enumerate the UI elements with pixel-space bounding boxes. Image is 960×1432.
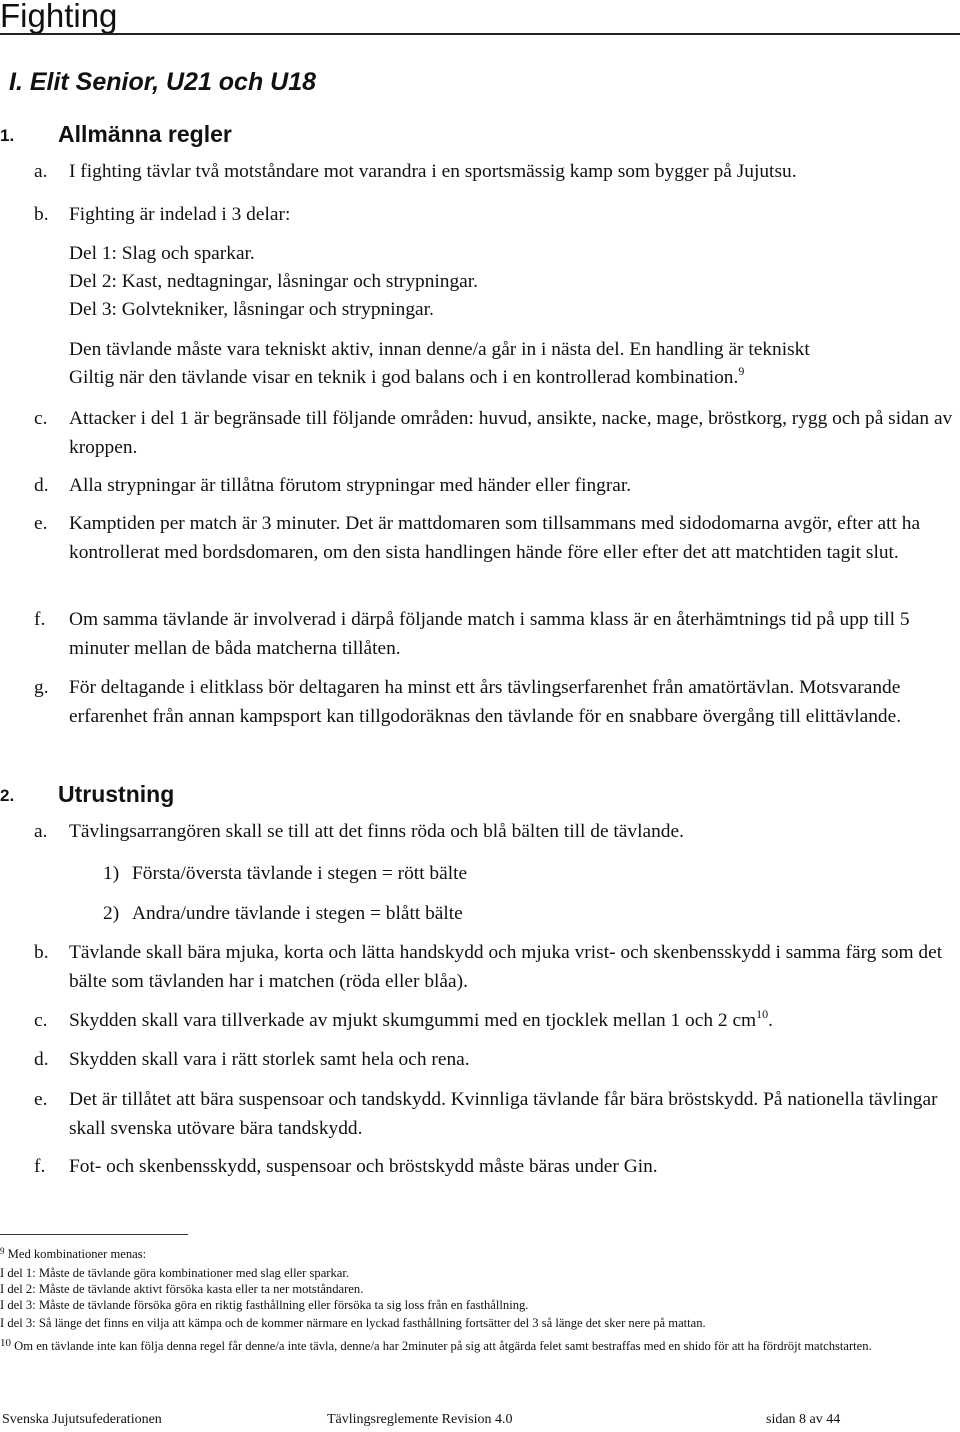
rule-1b-paragraph-1: [69, 336, 810, 365]
rule-text: Om samma tävlande är involverad i därpå följande match i samma klass är en återhämtnings tid på upp till 5 minuter mellan de båda matcherna tillåten.: [69, 609, 910, 659]
footnote-9-line-4: I del 3: Så länge det finns en vilja att kämpa och de kommer närmare en lyckad fasthållning fortsätter del 3 så länge det sker nere på mattan.: [0, 1316, 706, 1330]
part-2-line: Del 2: Kast, nedtagningar, låsningar och strypningar.: [69, 271, 479, 292]
rule-letter: e.: [34, 1089, 48, 1110]
list-text: Andra/undre tävlande i stegen = blått bälte: [132, 903, 463, 924]
footer-organization: Svenska Jujutsufederationen: [2, 1412, 162, 1427]
rule-2f: [34, 1153, 960, 1182]
footnote-9-line-1: I del 1: Måste de tävlande göra kombinationer med slag eller sparkar.: [0, 1266, 350, 1280]
rule-2b: [34, 939, 960, 996]
rule-1b: [34, 201, 960, 230]
rule-letter: d.: [34, 475, 49, 496]
rule-text: I fighting tävlar två motståndare mot varandra i en sportsmässig kamp som bygger på Jujutsu.: [69, 161, 797, 182]
rule-1g: [34, 674, 960, 731]
list-number: 2): [103, 903, 120, 924]
rule-text: Attacker i del 1 är begränsade till följande områden: huvud, ansikte, nacke, mage, bröstkorg, rygg och på sidan av kroppen.: [69, 408, 953, 458]
rule-letter: a.: [34, 821, 48, 842]
rule-letter: a.: [34, 161, 48, 182]
page-title: Fighting: [0, 0, 118, 34]
footnote-text: Med kombinationer menas:: [7, 1247, 147, 1261]
rule-letter: d.: [34, 1049, 49, 1070]
title-divider: [0, 33, 960, 35]
rule-1b-paragraph-2: [69, 364, 744, 393]
footnote-ref-9[interactable]: 9: [738, 364, 745, 378]
rule-text: Tävlingsarrangören skall se till att det finns röda och blå bälten till de tävlande.: [69, 821, 684, 842]
rule-2e: [34, 1086, 960, 1143]
footnote-10: [0, 1339, 958, 1355]
rule-text: Fighting är indelad i 3 delar:: [69, 204, 291, 225]
belt-list-item-2: [103, 900, 463, 929]
footnote-9-line-2: I del 2: Måste de tävlande aktivt försöka kasta eller ta ner motståndaren.: [0, 1282, 364, 1296]
belt-list-item-1: [103, 860, 467, 889]
rule-letter: c.: [34, 1010, 48, 1031]
part-3-line: Del 3: Golvtekniker, låsningar och strypningar.: [69, 299, 434, 320]
rule-text: Alla strypningar är tillåtna förutom strypningar med händer eller fingrar.: [69, 475, 632, 496]
section-1-title: Allmänna regler: [58, 121, 232, 147]
part-1-line: Del 1: Slag och sparkar.: [69, 243, 255, 264]
rule-1a: [34, 158, 960, 187]
rule-letter: f.: [34, 1156, 46, 1177]
section-2-number: 2.: [0, 786, 15, 805]
paragraph-text: Giltig när den tävlande visar en teknik i god balans och i en kontrollerad kombination.: [69, 367, 739, 388]
list-text: Första/översta tävlande i stegen = rött bälte: [132, 863, 468, 884]
section-2-title: Utrustning: [58, 781, 175, 807]
paragraph-text-continued: En handling är tekniskt: [629, 339, 810, 360]
footer-document-revision: Tävlingsreglemente Revision 4.0: [327, 1412, 513, 1427]
rule-text: Tävlande skall bära mjuka, korta och lätta handskydd och mjuka vrist- och skenbensskydd i samma färg som det bälte som tävlanden har i matchen (röda eller blåa).: [69, 942, 943, 992]
rule-1c: [34, 405, 960, 462]
rule-letter: c.: [34, 408, 48, 429]
rule-text-end: .: [768, 1010, 773, 1031]
rule-1f: [34, 606, 960, 663]
rule-letter: b.: [34, 942, 49, 963]
footnote-9-mark: 9: [0, 1246, 5, 1256]
rule-text: Skydden skall vara tillverkade av mjukt skumgummi med en tjocklek mellan 1 och 2 cm: [69, 1010, 757, 1031]
rule-2d: [34, 1046, 960, 1075]
rule-text: Kamptiden per match är 3 minuter. Det är mattdomaren som tillsammans med sidodomarna avgör, efter att ha kontrollerat med bordsdomaren, om den sista handlingen hände före eller efter det att matchtiden tagit slut.: [69, 513, 921, 563]
rule-1e: [34, 510, 960, 567]
list-number: 1): [103, 863, 120, 884]
rule-text: Det är tillåtet att bära suspensoar och tandskydd. Kvinnliga tävlande får bära bröstskydd. På nationella tävlingar skall svenska utövare bära tandskydd.: [69, 1089, 938, 1139]
section-1-number: 1.: [0, 126, 15, 145]
footnote-text: Om en tävlande inte kan följa denna regel får denne/a inte tävla, denne/a har 2minuter på sig att åtgärda felet samt bestraffas med en shido för att ha fördröjt matchstarten.: [14, 1339, 872, 1353]
rule-letter: g.: [34, 677, 49, 698]
rule-letter: b.: [34, 204, 49, 225]
footnote-9-intro: [0, 1247, 958, 1263]
rule-2a: [34, 818, 960, 847]
rule-2c: [34, 1007, 960, 1036]
rule-text: Fot- och skenbensskydd, suspensoar och bröstskydd måste bäras under Gin.: [69, 1156, 658, 1177]
section-heading: I. Elit Senior, U21 och U18: [9, 68, 317, 96]
footnote-10-mark: 10: [0, 1337, 11, 1349]
rule-letter: f.: [34, 609, 46, 630]
rule-1d: [34, 472, 960, 501]
rule-text-wrap: [69, 1007, 960, 1036]
rule-text: Skydden skall vara i rätt storlek samt hela och rena.: [69, 1049, 470, 1070]
footnote-divider: [0, 1234, 188, 1235]
paragraph-text: Den tävlande måste vara tekniskt aktiv, innan denne/a går in i nästa del.: [69, 339, 625, 360]
footer-page-number: sidan 8 av 44: [766, 1412, 841, 1427]
rule-text: För deltagande i elitklass bör deltagaren ha minst ett års tävlingserfarenhet från amatörtävlan. Motsvarande erfarenhet från annan kampsport kan tillgodoräknas den tävlande för en snabbare övergång till elittävlande.: [69, 677, 902, 727]
footnote-ref-10[interactable]: 10: [756, 1007, 769, 1021]
footnote-9-line-3: I del 3: Måste de tävlande försöka göra en riktig fasthållning eller försöka ta sig loss från en fasthållning.: [0, 1298, 529, 1312]
rule-letter: e.: [34, 513, 48, 534]
